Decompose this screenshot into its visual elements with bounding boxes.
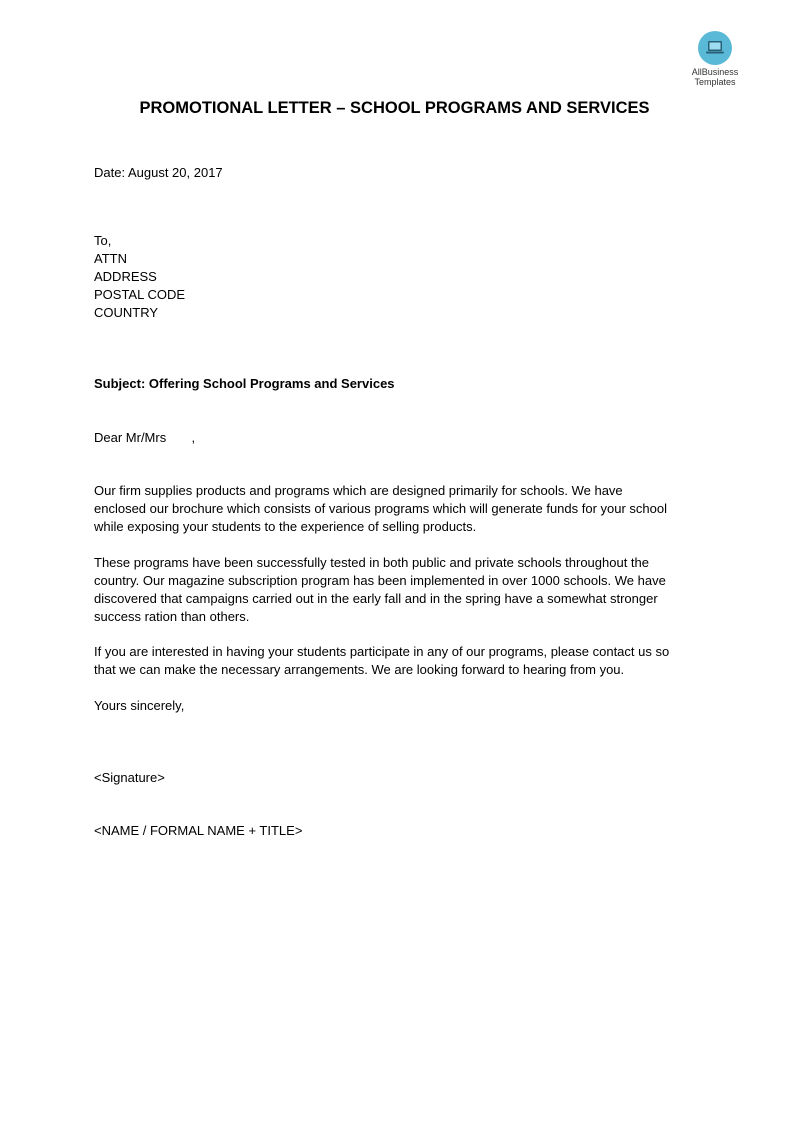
date-text: Date: August 20, 2017 xyxy=(94,165,223,180)
letter-salutation xyxy=(94,429,694,447)
logo-text-line1: AllBusiness xyxy=(691,67,739,77)
body-paragraph-2 xyxy=(94,554,694,626)
address-to: To, xyxy=(94,233,112,248)
subject-text: Subject: Offering School Programs and Services xyxy=(94,376,395,391)
paragraph-line: that we can make the necessary arrangements. We are looking forward to hearing from you. xyxy=(94,662,625,677)
paragraph-line: enclosed our brochure which consists of various programs which will generate funds for your school xyxy=(94,501,668,516)
paragraph-line: These programs have been successfully tested in both public and private schools throughout the xyxy=(94,555,650,570)
paragraph-line: country. Our magazine subscription program has been implemented in over 1000 schools. We have xyxy=(94,573,666,588)
paragraph-line: discovered that campaigns carried out in the early fall and in the spring have a somewhat stronger xyxy=(94,591,658,606)
signature-text: <Signature> xyxy=(94,770,165,785)
salutation-text: Dear Mr/Mrs , xyxy=(94,430,196,445)
letter-closing xyxy=(94,697,694,715)
signature-placeholder xyxy=(94,769,694,787)
name-title-placeholder xyxy=(94,822,694,840)
name-title-text: <NAME / FORMAL NAME + TITLE> xyxy=(94,823,303,838)
address-postal-code: POSTAL CODE xyxy=(94,287,186,302)
paragraph-line: success ration than others. xyxy=(94,609,250,624)
allbusiness-logo xyxy=(684,31,746,87)
body-paragraph-1 xyxy=(94,482,694,536)
body-paragraph-3 xyxy=(94,643,694,679)
logo-text-line2: Templates xyxy=(694,77,736,87)
paragraph-line: If you are interested in having your students participate in any of our programs, please contact us so xyxy=(94,644,670,659)
recipient-address xyxy=(94,232,694,322)
address-country: COUNTRY xyxy=(94,305,159,320)
address-attn: ATTN xyxy=(94,251,127,266)
paragraph-line: while exposing your students to the experience of selling products. xyxy=(94,519,477,534)
closing-text: Yours sincerely, xyxy=(94,698,185,713)
letter-date xyxy=(94,164,694,182)
paragraph-line: Our firm supplies products and programs which are designed primarily for schools. We have xyxy=(94,483,623,498)
letter-subject xyxy=(94,375,694,393)
laptop-icon xyxy=(698,31,732,65)
address-address: ADDRESS xyxy=(94,269,157,284)
document-title: PROMOTIONAL LETTER – SCHOOL PROGRAMS AND SERVICES xyxy=(139,99,650,117)
